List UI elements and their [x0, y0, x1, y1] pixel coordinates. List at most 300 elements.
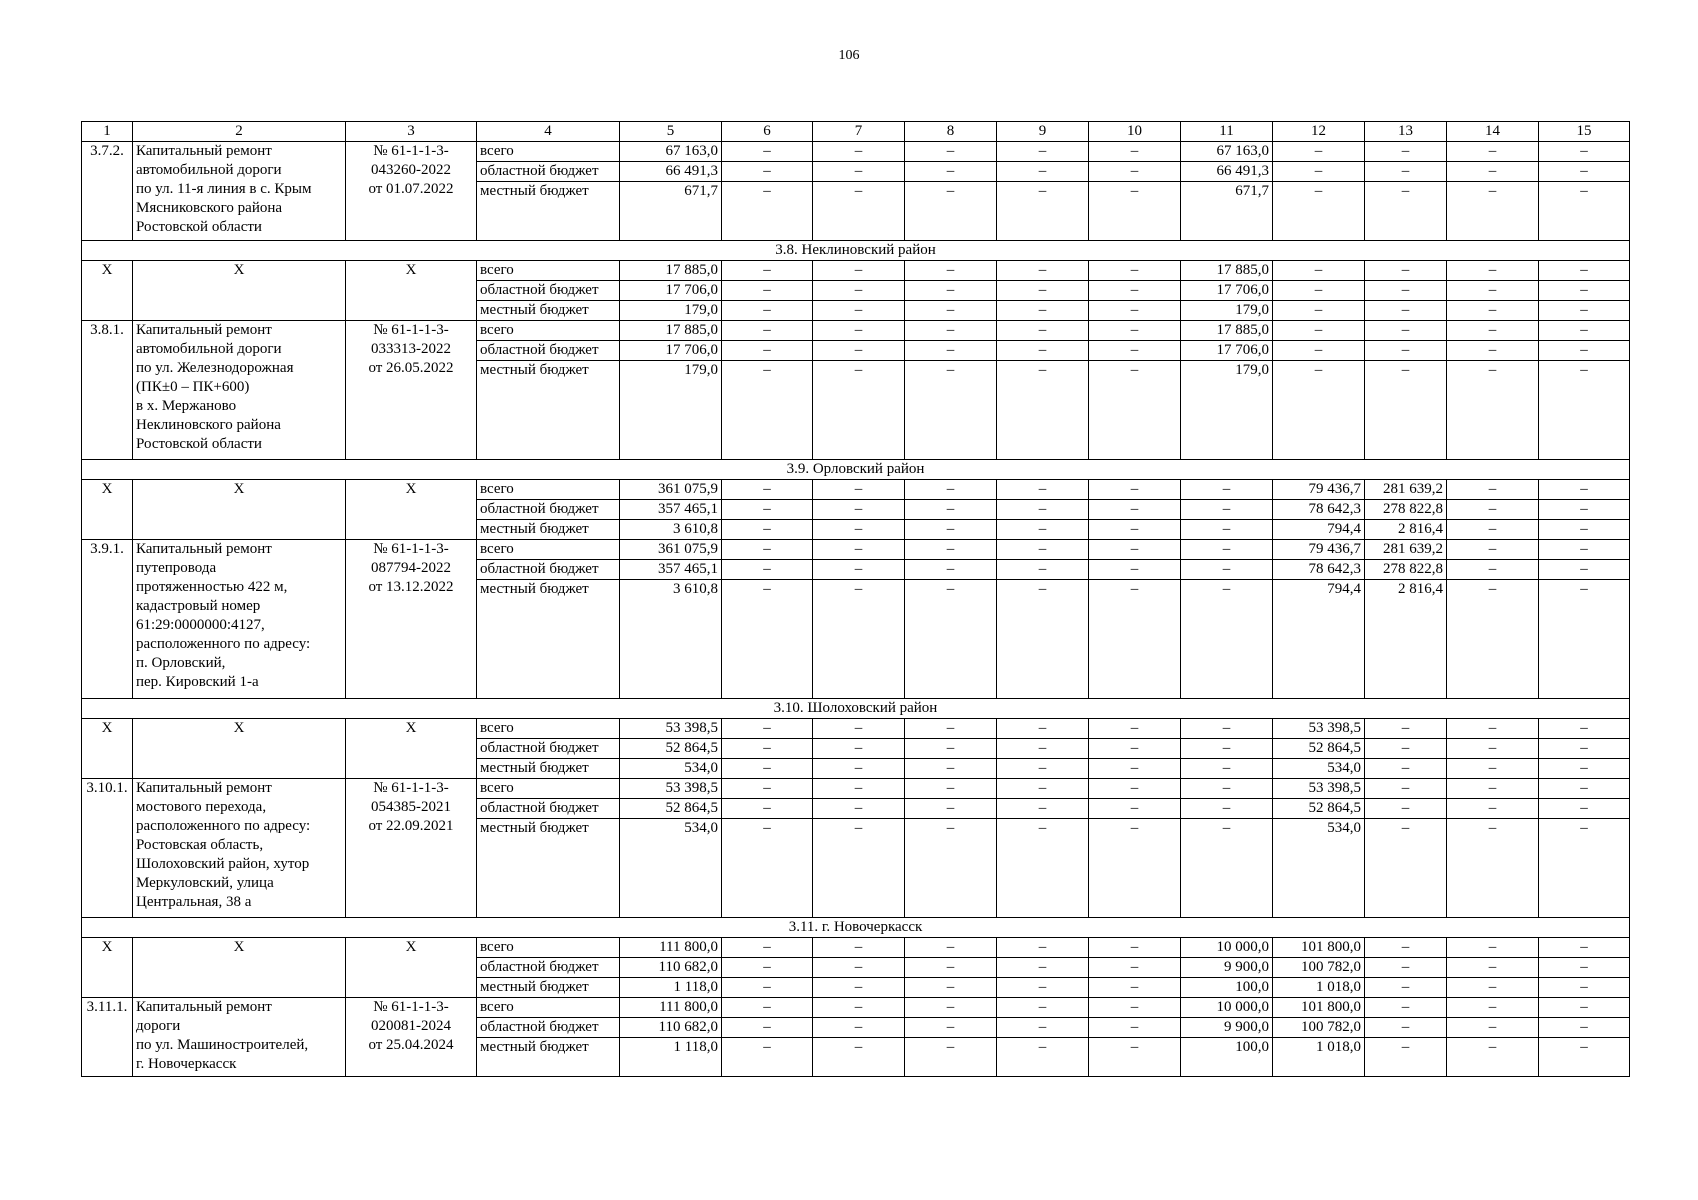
value-cell: – — [997, 998, 1089, 1018]
value-cell: – — [905, 142, 997, 162]
value-cell: – — [997, 560, 1089, 580]
registration-line: № 61-1-1-3- — [373, 999, 449, 1015]
value-cell: 52 864,5 — [1273, 799, 1365, 819]
value-cell: – — [1447, 142, 1539, 162]
section-row — [82, 241, 1630, 261]
value-cell: – — [722, 799, 813, 819]
item-name-line: кадастровый номер — [136, 598, 261, 614]
value-cell: – — [722, 281, 813, 301]
value-cell: – — [722, 759, 813, 779]
value-cell: 671,7 — [1181, 182, 1273, 241]
funding-source: областной бюджет — [477, 560, 620, 580]
item-name-line: (ПК±0 – ПК+600) — [136, 379, 250, 395]
value-cell: – — [1273, 321, 1365, 341]
value-cell: 179,0 — [1181, 301, 1273, 321]
value-cell: 10 000,0 — [1181, 998, 1273, 1018]
value-cell: – — [1273, 142, 1365, 162]
value-cell: – — [1539, 182, 1630, 241]
funding-source: всего — [477, 719, 620, 739]
value-cell: – — [905, 938, 997, 958]
value-cell: – — [1447, 341, 1539, 361]
value-cell: – — [1089, 1018, 1181, 1038]
value-cell: – — [722, 1038, 813, 1077]
value-cell: – — [1181, 739, 1273, 759]
value-cell: – — [813, 301, 905, 321]
value-cell: – — [905, 799, 997, 819]
value-cell: 278 822,8 — [1365, 560, 1447, 580]
registration-line: № 61-1-1-3- — [373, 780, 449, 796]
value-cell: – — [722, 540, 813, 560]
value-cell: 17 885,0 — [1181, 321, 1273, 341]
table-row — [82, 480, 1630, 500]
value-cell: – — [722, 998, 813, 1018]
value-cell: – — [1447, 1018, 1539, 1038]
funding-source: всего — [477, 540, 620, 560]
value-cell: – — [1089, 500, 1181, 520]
section-row — [82, 699, 1630, 719]
funding-source: областной бюджет — [477, 281, 620, 301]
value-cell: 53 398,5 — [620, 719, 722, 739]
value-cell: – — [997, 739, 1089, 759]
value-cell: 79 436,7 — [1273, 540, 1365, 560]
value-cell: – — [1181, 580, 1273, 699]
value-cell: 794,4 — [1273, 580, 1365, 699]
item-name — [133, 142, 346, 241]
value-cell: – — [1181, 759, 1273, 779]
value-cell: – — [997, 162, 1089, 182]
value-cell: 17 885,0 — [1181, 261, 1273, 281]
item-name-line: пер. Кировский 1-а — [136, 674, 259, 690]
value-cell: 53 398,5 — [1273, 719, 1365, 739]
table-row — [82, 938, 1630, 958]
value-cell: – — [997, 958, 1089, 978]
value-cell: – — [722, 978, 813, 998]
section-title: 3.8. Неклиновский район — [82, 241, 1630, 261]
item-name-line: г. Новочеркасск — [136, 1056, 237, 1072]
value-cell: – — [1365, 739, 1447, 759]
value-cell: 357 465,1 — [620, 500, 722, 520]
value-cell: 17 885,0 — [620, 321, 722, 341]
value-cell: – — [905, 819, 997, 918]
table-row — [82, 321, 1630, 341]
value-cell: – — [813, 361, 905, 460]
funding-source: всего — [477, 938, 620, 958]
value-cell: – — [1365, 978, 1447, 998]
value-cell: – — [905, 759, 997, 779]
section-title: 3.9. Орловский район — [82, 460, 1630, 480]
value-cell: – — [1089, 301, 1181, 321]
item-code: Х — [82, 938, 133, 998]
value-cell: – — [997, 1018, 1089, 1038]
funding-source: областной бюджет — [477, 162, 620, 182]
value-cell: – — [1539, 301, 1630, 321]
value-cell: – — [1447, 759, 1539, 779]
registration-line: 033313-2022 — [371, 341, 451, 357]
item-name — [133, 779, 346, 918]
registration-number — [346, 998, 477, 1077]
value-cell: – — [722, 500, 813, 520]
value-cell: – — [997, 301, 1089, 321]
value-cell: – — [1539, 560, 1630, 580]
item-name-line: Капитальный ремонт — [136, 780, 272, 796]
value-cell: – — [722, 301, 813, 321]
value-cell: 534,0 — [1273, 759, 1365, 779]
value-cell: 179,0 — [620, 301, 722, 321]
value-cell: 794,4 — [1273, 520, 1365, 540]
value-cell: – — [813, 998, 905, 1018]
item-name-line: Капитальный ремонт — [136, 999, 272, 1015]
value-cell: – — [722, 142, 813, 162]
value-cell: – — [997, 819, 1089, 918]
item-name — [133, 321, 346, 460]
value-cell: 66 491,3 — [620, 162, 722, 182]
value-cell: – — [813, 819, 905, 918]
registration-line: № 61-1-1-3- — [373, 143, 449, 159]
value-cell: – — [1539, 819, 1630, 918]
value-cell: – — [997, 361, 1089, 460]
value-cell: 17 706,0 — [620, 341, 722, 361]
value-cell: – — [1273, 261, 1365, 281]
value-cell: – — [1447, 779, 1539, 799]
value-cell: – — [813, 1038, 905, 1077]
value-cell: 53 398,5 — [1273, 779, 1365, 799]
funding-source: всего — [477, 261, 620, 281]
header-cell: 5 — [620, 122, 722, 142]
value-cell: 53 398,5 — [620, 779, 722, 799]
table-body — [82, 122, 1630, 1077]
value-cell: – — [997, 540, 1089, 560]
value-cell: – — [813, 480, 905, 500]
item-name — [133, 540, 346, 699]
value-cell: – — [905, 1018, 997, 1038]
value-cell: – — [997, 1038, 1089, 1077]
value-cell: 111 800,0 — [620, 998, 722, 1018]
value-cell: – — [1181, 540, 1273, 560]
item-name — [133, 719, 346, 779]
value-cell: – — [1089, 520, 1181, 540]
value-cell: – — [1447, 182, 1539, 241]
value-cell: – — [722, 938, 813, 958]
value-cell: 1 018,0 — [1273, 978, 1365, 998]
value-cell: 281 639,2 — [1365, 540, 1447, 560]
item-code: 3.11.1. — [82, 998, 133, 1077]
value-cell: – — [813, 978, 905, 998]
value-cell: – — [905, 480, 997, 500]
item-code: Х — [82, 480, 133, 540]
value-cell: 52 864,5 — [1273, 739, 1365, 759]
value-cell: – — [813, 799, 905, 819]
registration-number — [346, 779, 477, 918]
value-cell: – — [1447, 560, 1539, 580]
table-row — [82, 261, 1630, 281]
value-cell: – — [1273, 361, 1365, 460]
value-cell: – — [1365, 759, 1447, 779]
value-cell: – — [1539, 341, 1630, 361]
item-code: 3.10.1. — [82, 779, 133, 918]
value-cell: 3 610,8 — [620, 520, 722, 540]
funding-source: областной бюджет — [477, 341, 620, 361]
value-cell: – — [1089, 142, 1181, 162]
value-cell: – — [722, 779, 813, 799]
value-cell: – — [1089, 580, 1181, 699]
registration-line: Х — [405, 262, 417, 278]
registration-line: 087794-2022 — [371, 560, 451, 576]
value-cell: 2 816,4 — [1365, 580, 1447, 699]
value-cell: – — [905, 341, 997, 361]
value-cell: – — [997, 719, 1089, 739]
value-cell: – — [722, 520, 813, 540]
value-cell: – — [1365, 958, 1447, 978]
value-cell: – — [905, 162, 997, 182]
item-name-line: Х — [233, 939, 245, 955]
item-name-line: Х — [233, 720, 245, 736]
value-cell: 179,0 — [1181, 361, 1273, 460]
value-cell: – — [1089, 162, 1181, 182]
registration-line: от 22.09.2021 — [368, 818, 454, 834]
item-name-line: по ул. Железнодорожная — [136, 360, 294, 376]
value-cell: – — [1539, 520, 1630, 540]
value-cell: – — [813, 540, 905, 560]
value-cell: 17 885,0 — [620, 261, 722, 281]
registration-line: от 13.12.2022 — [368, 579, 454, 595]
value-cell: – — [1539, 998, 1630, 1018]
header-cell: 9 — [997, 122, 1089, 142]
value-cell: – — [997, 500, 1089, 520]
value-cell: – — [1089, 182, 1181, 241]
table-row — [82, 142, 1630, 162]
value-cell: – — [813, 281, 905, 301]
value-cell: – — [722, 480, 813, 500]
value-cell: – — [813, 162, 905, 182]
item-code: Х — [82, 719, 133, 779]
value-cell: – — [813, 500, 905, 520]
value-cell: – — [905, 1038, 997, 1077]
value-cell: – — [905, 361, 997, 460]
value-cell: – — [813, 261, 905, 281]
header-cell: 14 — [1447, 122, 1539, 142]
value-cell: – — [905, 779, 997, 799]
value-cell: – — [1539, 799, 1630, 819]
value-cell: – — [1089, 540, 1181, 560]
value-cell: – — [1447, 500, 1539, 520]
value-cell: 110 682,0 — [620, 958, 722, 978]
value-cell: 52 864,5 — [620, 799, 722, 819]
value-cell: – — [1447, 580, 1539, 699]
value-cell: – — [722, 819, 813, 918]
value-cell: – — [1089, 799, 1181, 819]
item-name — [133, 938, 346, 998]
page-number: 106 — [838, 48, 860, 63]
section-title: 3.10. Шолоховский район — [82, 699, 1630, 719]
value-cell: – — [1273, 281, 1365, 301]
value-cell: – — [1089, 480, 1181, 500]
header-cell: 11 — [1181, 122, 1273, 142]
value-cell: – — [813, 520, 905, 540]
header-cell: 6 — [722, 122, 813, 142]
funding-source: всего — [477, 480, 620, 500]
header-row — [82, 122, 1630, 142]
section-title: 3.11. г. Новочеркасск — [82, 918, 1630, 938]
value-cell: – — [905, 182, 997, 241]
value-cell: – — [1365, 182, 1447, 241]
item-name-line: автомобильной дороги — [136, 341, 282, 357]
value-cell: – — [1447, 978, 1539, 998]
value-cell: – — [722, 261, 813, 281]
value-cell: – — [1539, 261, 1630, 281]
value-cell: – — [813, 719, 905, 739]
value-cell: – — [1539, 938, 1630, 958]
item-name-line: расположенного по адресу: — [136, 636, 311, 652]
value-cell: 78 642,3 — [1273, 500, 1365, 520]
value-cell: – — [1447, 361, 1539, 460]
value-cell: – — [905, 281, 997, 301]
value-cell: – — [813, 938, 905, 958]
item-name-line: Ростовская область, — [136, 837, 264, 853]
value-cell: – — [1447, 719, 1539, 739]
value-cell: – — [1089, 719, 1181, 739]
value-cell: – — [1365, 1038, 1447, 1077]
value-cell: – — [1089, 341, 1181, 361]
value-cell: – — [1539, 281, 1630, 301]
item-code: Х — [82, 261, 133, 321]
value-cell: – — [722, 739, 813, 759]
value-cell: – — [1539, 580, 1630, 699]
item-name-line: Х — [233, 262, 245, 278]
value-cell: – — [1089, 819, 1181, 918]
value-cell: – — [997, 520, 1089, 540]
registration-line: Х — [405, 939, 417, 955]
funding-source: местный бюджет — [477, 819, 620, 918]
header-cell: 10 — [1089, 122, 1181, 142]
funding-source: всего — [477, 998, 620, 1018]
funding-source: местный бюджет — [477, 580, 620, 699]
value-cell: – — [1273, 341, 1365, 361]
value-cell: 101 800,0 — [1273, 938, 1365, 958]
value-cell: – — [997, 779, 1089, 799]
value-cell: 10 000,0 — [1181, 938, 1273, 958]
value-cell: – — [1539, 162, 1630, 182]
value-cell: – — [1365, 301, 1447, 321]
value-cell: – — [1539, 142, 1630, 162]
value-cell: 1 018,0 — [1273, 1038, 1365, 1077]
value-cell: 17 706,0 — [1181, 281, 1273, 301]
value-cell: – — [1447, 739, 1539, 759]
value-cell: – — [1089, 361, 1181, 460]
budget-table — [81, 121, 1630, 1077]
value-cell: – — [1365, 799, 1447, 819]
value-cell: – — [1089, 958, 1181, 978]
value-cell: – — [1089, 739, 1181, 759]
value-cell: – — [722, 361, 813, 460]
funding-source: местный бюджет — [477, 361, 620, 460]
value-cell: – — [813, 1018, 905, 1038]
value-cell: – — [1447, 261, 1539, 281]
table-row — [82, 540, 1630, 560]
value-cell: – — [997, 480, 1089, 500]
value-cell: – — [1539, 321, 1630, 341]
value-cell: – — [1181, 520, 1273, 540]
item-name — [133, 480, 346, 540]
value-cell: – — [905, 978, 997, 998]
header-cell: 4 — [477, 122, 620, 142]
value-cell: – — [1181, 799, 1273, 819]
registration-line: Х — [405, 481, 417, 497]
item-name-line: мостового перехода, — [136, 799, 267, 815]
funding-source: областной бюджет — [477, 1018, 620, 1038]
value-cell: – — [1539, 480, 1630, 500]
value-cell: 278 822,8 — [1365, 500, 1447, 520]
value-cell: – — [1089, 1038, 1181, 1077]
value-cell: – — [1365, 819, 1447, 918]
value-cell: 3 610,8 — [620, 580, 722, 699]
value-cell: – — [1181, 779, 1273, 799]
value-cell: – — [1447, 480, 1539, 500]
registration-number — [346, 719, 477, 779]
value-cell: – — [1089, 978, 1181, 998]
item-name-line: Меркуловский, улица — [136, 875, 274, 891]
value-cell: – — [1089, 759, 1181, 779]
value-cell: – — [1181, 819, 1273, 918]
value-cell: – — [1365, 142, 1447, 162]
funding-source: областной бюджет — [477, 958, 620, 978]
value-cell: 67 163,0 — [620, 142, 722, 162]
registration-number — [346, 321, 477, 460]
value-cell: – — [1539, 739, 1630, 759]
value-cell: – — [905, 321, 997, 341]
value-cell: – — [1089, 998, 1181, 1018]
value-cell: – — [1181, 480, 1273, 500]
value-cell: – — [905, 560, 997, 580]
value-cell: – — [1447, 162, 1539, 182]
value-cell: – — [1539, 958, 1630, 978]
item-code: 3.9.1. — [82, 540, 133, 699]
value-cell: – — [997, 182, 1089, 241]
value-cell: – — [1089, 779, 1181, 799]
value-cell: – — [997, 580, 1089, 699]
funding-source: местный бюджет — [477, 520, 620, 540]
item-name-line: п. Орловский, — [136, 655, 226, 671]
value-cell: – — [1089, 938, 1181, 958]
funding-source: местный бюджет — [477, 1038, 620, 1077]
registration-line: № 61-1-1-3- — [373, 541, 449, 557]
value-cell: – — [905, 998, 997, 1018]
item-code: 3.7.2. — [82, 142, 133, 241]
value-cell: 100,0 — [1181, 978, 1273, 998]
value-cell: – — [722, 958, 813, 978]
item-name-line: 61:29:0000000:4127, — [136, 617, 265, 633]
value-cell: – — [813, 580, 905, 699]
value-cell: – — [997, 341, 1089, 361]
value-cell: – — [1089, 560, 1181, 580]
value-cell: 179,0 — [620, 361, 722, 460]
value-cell: – — [813, 182, 905, 241]
value-cell: 357 465,1 — [620, 560, 722, 580]
value-cell: – — [1365, 719, 1447, 739]
value-cell: – — [1181, 719, 1273, 739]
value-cell: 281 639,2 — [1365, 480, 1447, 500]
value-cell: – — [1365, 261, 1447, 281]
value-cell: – — [905, 958, 997, 978]
item-name-line: в х. Мержаново — [136, 398, 237, 414]
value-cell: – — [1447, 321, 1539, 341]
value-cell: – — [722, 719, 813, 739]
value-cell: – — [1447, 281, 1539, 301]
value-cell: – — [1539, 1018, 1630, 1038]
value-cell: 361 075,9 — [620, 540, 722, 560]
item-name-line: автомобильной дороги — [136, 162, 282, 178]
value-cell: – — [1273, 162, 1365, 182]
value-cell: 534,0 — [620, 819, 722, 918]
